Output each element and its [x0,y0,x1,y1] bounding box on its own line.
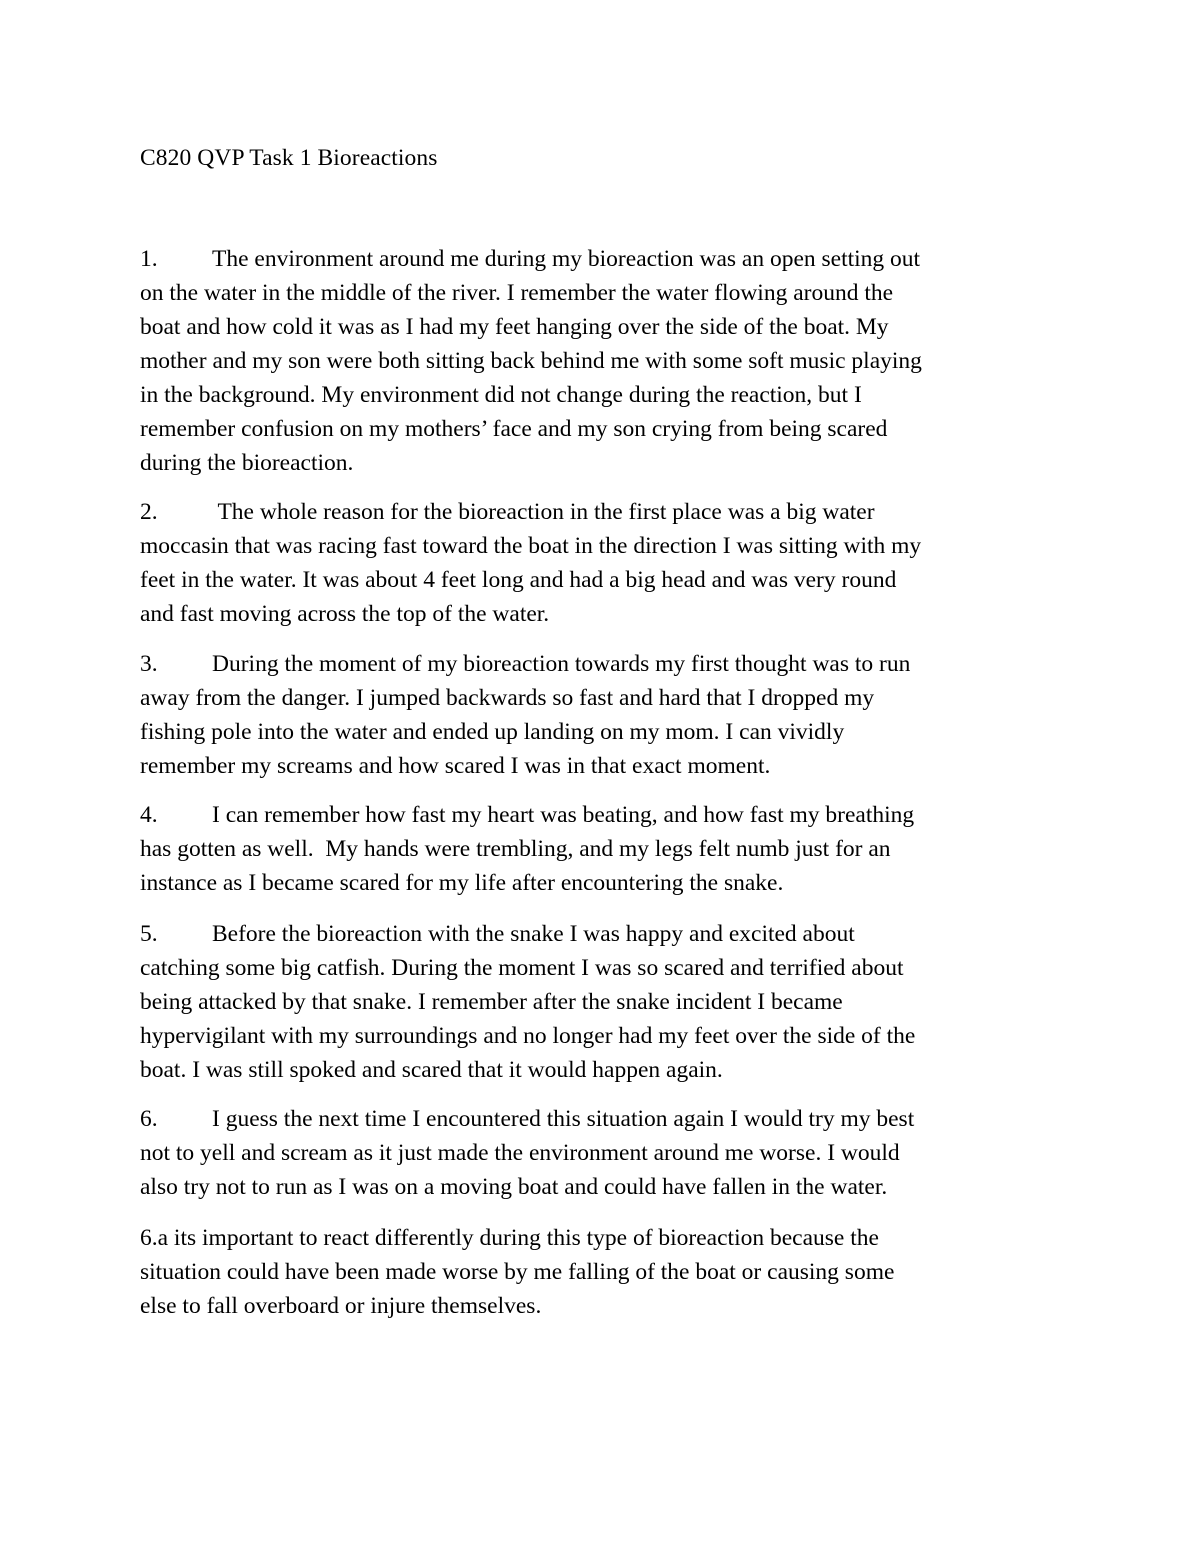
paragraph-3 [140,647,1070,783]
paragraph-6a [140,1221,1070,1323]
paragraph-line: moccasin that was racing fast toward the boat in the direction I was sitting with my [140,533,922,559]
paragraph-line [140,647,1070,681]
paragraph-number: 4. [140,802,158,828]
paragraph-line [140,1102,1070,1136]
paragraph-text: During the moment of my bioreaction towards my first thought was to run [212,651,911,677]
paragraph-number: 3. [140,651,158,677]
paragraph-number: 5. [140,921,158,947]
paragraph-line [140,917,1070,951]
paragraph-line: remember confusion on my mothers’ face and my son crying from being scared [140,416,888,442]
paragraph-text: The environment around me during my bioreaction was an open setting out [212,246,921,272]
paragraph-line: fishing pole into the water and ended up landing on my mom. I can vividly [140,719,845,745]
paragraph-line [140,242,1070,276]
paragraph-number: 1. [140,246,158,272]
paragraph-line: not to yell and scream as it just made the environment around me worse. I would [140,1140,900,1166]
paragraph-line [140,798,1070,832]
paragraph-line: on the water in the middle of the river. I remember the water flowing around the [140,280,894,306]
document-title: C820 QVP Task 1 Bioreactions [140,145,438,171]
paragraph-line [140,495,1070,529]
paragraph-line: hypervigilant with my surroundings and no longer had my feet over the side of the [140,1023,916,1049]
paragraph-line: feet in the water. It was about 4 feet long and had a big head and was very round [140,567,897,593]
paragraph-line: boat and how cold it was as I had my feet hanging over the side of the boat. My [140,314,889,340]
paragraph-line: being attacked by that snake. I remember after the snake incident I became [140,989,843,1015]
paragraph-number: 2. [140,499,158,525]
paragraph-4 [140,798,1070,900]
paragraph-1 [140,242,1070,480]
paragraph-2 [140,495,1070,631]
paragraph-line: else to fall overboard or injure themselves. [140,1293,542,1319]
paragraph-text: Before the bioreaction with the snake I was happy and excited about [212,921,855,947]
paragraph-text: I guess the next time I encountered this situation again I would try my best [212,1106,915,1132]
paragraph-line: catching some big catfish. During the moment I was so scared and terrified about [140,955,904,981]
paragraph-line: and fast moving across the top of the water. [140,601,550,627]
paragraph-text: I can remember how fast my heart was beating, and how fast my breathing [212,802,915,828]
paragraph-5 [140,917,1070,1087]
paragraph-line: has gotten as well. My hands were trembling, and my legs felt numb just for an [140,836,891,862]
paragraph-6 [140,1102,1070,1204]
paragraph-line: during the bioreaction. [140,450,354,476]
paragraph-line: mother and my son were both sitting back behind me with some soft music playing [140,348,922,374]
paragraph-text: The whole reason for the bioreaction in the first place was a big water [212,499,875,525]
paragraph-number: 6. [140,1106,158,1132]
paragraph-line: 6.a its important to react differently during this type of bioreaction because the [140,1225,879,1251]
paragraph-line: instance as I became scared for my life after encountering the snake. [140,870,784,896]
paragraph-line: away from the danger. I jumped backwards so fast and hard that I dropped my [140,685,875,711]
paragraph-line: remember my screams and how scared I was in that exact moment. [140,753,771,779]
paragraph-line: boat. I was still spoked and scared that it would happen again. [140,1057,723,1083]
paragraph-line: also try not to run as I was on a moving boat and could have fallen in the water. [140,1174,888,1200]
paragraph-line: situation could have been made worse by me falling of the boat or causing some [140,1259,895,1285]
paragraph-line: in the background. My environment did not change during the reaction, but I [140,382,862,408]
